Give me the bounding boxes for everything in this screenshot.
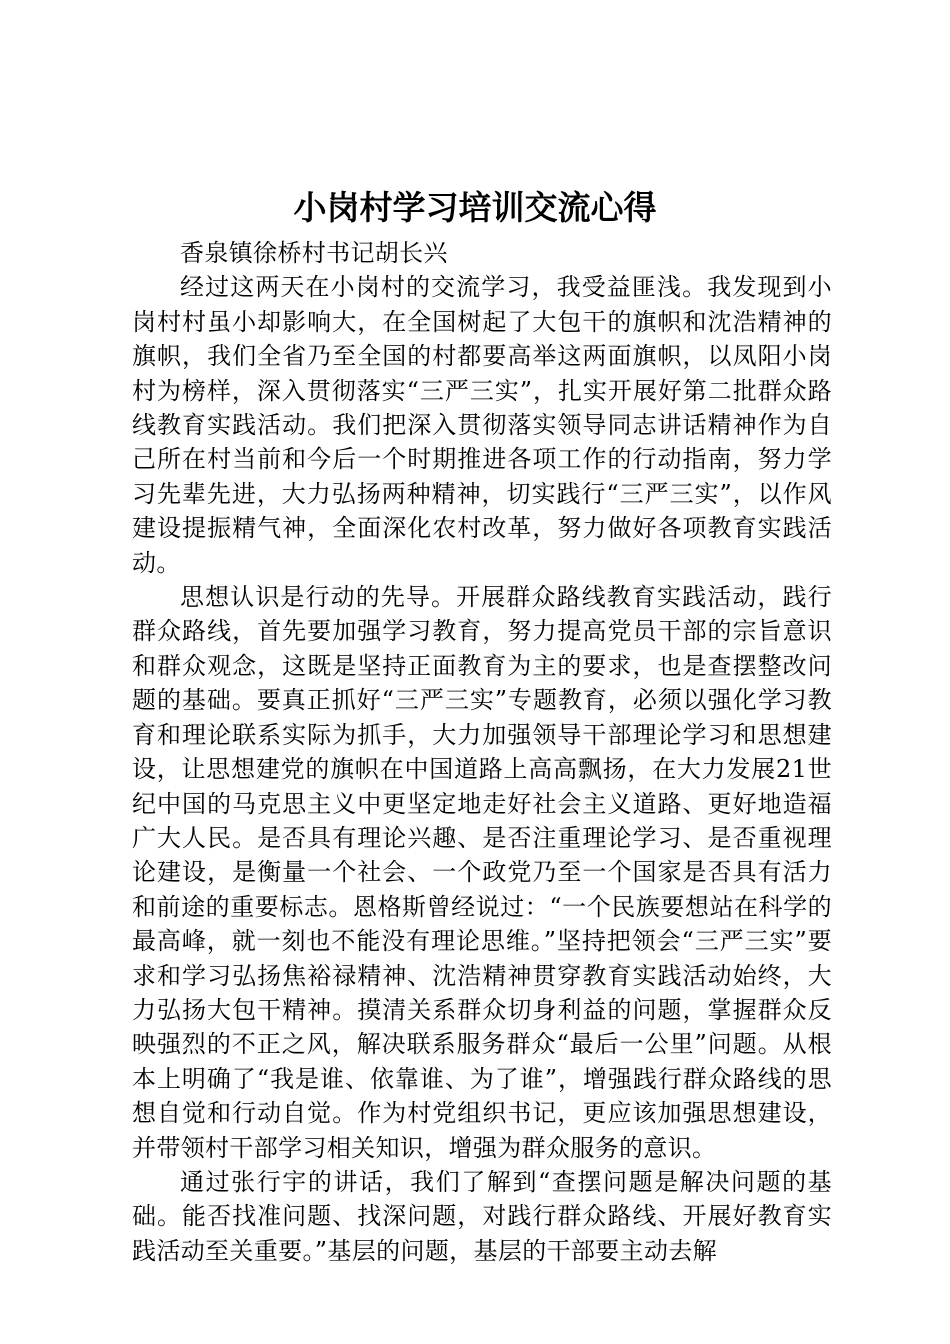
paragraph-1: 经过这两天在小岗村的交流学习，我受益匪浅。我发现到小岗村村虽小却影响大，在全国树起了大包干的旗帜和沈浩精神的旗帜，我们全省乃至全国的村都要高举这两面旗帜，以凤阳小岗村为榜样，深入贯彻落实“三严三实”，扎实开展好第二批群众路线教育实践活动。我们把深入贯彻落实领导同志讲话精神作为自己所在村当前和今后一个时期推进各项工作的行动指南，努力学习先辈先进，大力弘扬两种精神，切实践行“三严三实”，以作风建设提振精气神，全面深化农村改革，努力做好各项教育实践活动。 [132,273,832,577]
paragraph-2: 思想认识是行动的先导。开展群众路线教育实践活动，践行群众路线，首先要加强学习教育，努力提高党员干部的宗旨意识和群众观念，这既是坚持正面教育为主的要求，也是查摆整改问题的基础。要真正抓好“三严三实”专题教育，必须以强化学习教育和理论联系实际为抓手，大力加强领导干部理论学习和思想建设，让思想建党的旗帜在中国道路上高高飘扬，在大力发展21世纪中国的马克思主义中更坚定地走好社会主义道路、更好地造福广大人民。是否具有理论兴趣、是否注重理论学习、是否重视理论建设，是衡量一个社会、一个政党乃至一个国家是否具有活力和前途的重要标志。恩格斯曾经说过：“一个民族要想站在科学的最高峰，就一刻也不能没有理论思维。”坚持把领会“三严三实”要求和学习弘扬焦裕禄精神、沈浩精神贯穿教育实践活动始终，大力弘扬大包干精神。摸清关系群众切身利益的问题，掌握群众反映强烈的不正之风，解决联系服务群众“最后一公里”问题。从根本上明确了“我是谁、依靠谁、为了谁”，增强践行群众路线的思想自觉和行动自觉。作为村党组织书记，更应该加强思想建设，并带领村干部学习相关知识，增强为群众服务的意识。 [132,583,832,1162]
paragraph-3: 通过张行宇的讲话，我们了解到“查摆问题是解决问题的基础。能否找准问题、找深问题，对践行群众路线、开展好教育实践活动至关重要。”基层的问题，基层的干部要主动去解 [132,1167,832,1265]
document-title: 小岗村学习培训交流心得 [293,188,657,227]
author-line: 香泉镇徐桥村书记胡长兴 [180,239,448,267]
document-body [132,236,832,1268]
